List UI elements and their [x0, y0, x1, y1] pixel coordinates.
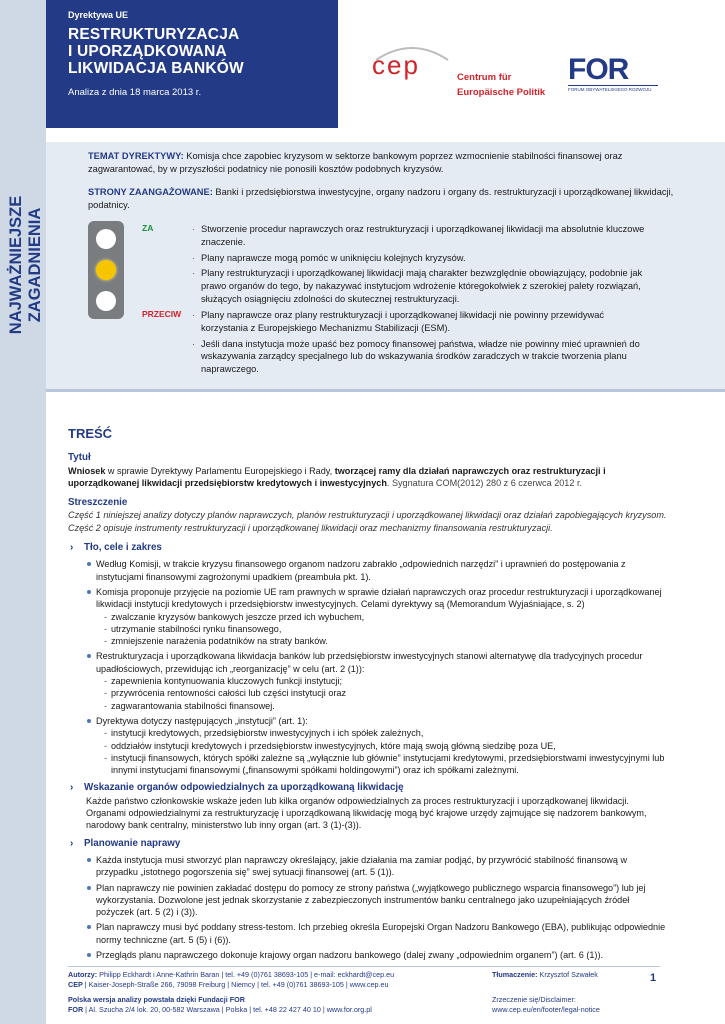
title-proposal: Wniosek	[68, 465, 106, 476]
document-title	[68, 26, 328, 77]
traffic-light-middle-amber	[96, 260, 116, 280]
title-signature: . Sygnatura COM(2012) 280 z 6 czerwca 2012 r.	[386, 477, 582, 488]
cep-label: CEP	[68, 980, 83, 989]
list-item	[86, 715, 668, 776]
authors-text: Philipp Eckhardt i Anne-Kathrin Baran | tel. +49 (0)761 38693-105 | e-mail: eckhardt@cep.eu	[97, 970, 395, 979]
title-line-2: I UPORZĄDKOWANA	[68, 43, 227, 60]
parties-label: STRONY ZAANGAŻOWANE:	[88, 187, 213, 197]
for-subtitle: FORUM OBYWATELSKIEGO ROZWOJU	[568, 85, 658, 92]
section-heading	[68, 782, 668, 794]
sub-list-item: - zmniejszenie narażenia podatników na straty banków.	[104, 635, 668, 647]
page-number: 1	[650, 972, 657, 984]
cep-name-line-2: Europäische Politik	[457, 87, 546, 98]
list-item: Według Komisji, w trakcie kryzysu finansowego organom nadzoru zabrakło „odpowiednich narzędzi” i uprawnień do postępowania z instytucjami finansowymi zagrożonymi upadkiem (preambuła pkt. 1).	[86, 558, 668, 583]
chevron-right-icon: ›	[70, 782, 74, 794]
disclaimer-link[interactable]: www.cep.eu/en/footer/legal-notice	[492, 1005, 600, 1014]
disclaimer-label: Zrzeczenie się/Disclaimer:	[492, 995, 576, 1004]
cep-arc-icon	[372, 42, 452, 62]
for-logo	[568, 55, 658, 92]
section-list	[68, 854, 668, 961]
sub-list-item: - instytucji finansowych, których spółki zależne są „wyłącznie lub głównie” instytucjami kredytowymi, przedsiębiorstwami inwestycyjnymi lub innymi instytucjami finansowymi („finansowymi spółkami holdingowymi”) oraz ich spółkami zależnymi.	[104, 752, 668, 777]
vertical-line-1: NAJWAŻNIEJSZE	[7, 195, 25, 335]
title-paragraph	[68, 465, 668, 490]
contra-item: · Jeśli dana instytucja może upaść bez pomocy finansowej państwa, władze nie powinny mieć uprawnień do wskazywania zarządcy specjalnego lub do wskazywania środków zaradczych w trakcie tworzenia planu naprawczego.	[192, 338, 652, 376]
authors-label: Autorzy:	[68, 970, 98, 979]
sub-list	[96, 611, 668, 648]
pro-item: · Stworzenie procedur naprawczych oraz restrukturyzacji i uporządkowanej likwidacji ma absolutnie kluczowe znaczenie.	[192, 223, 652, 249]
sub-list	[96, 675, 668, 712]
cep-name	[457, 70, 545, 100]
section-title: Wskazanie organów odpowiedzialnych za uporządkowaną likwidację	[84, 782, 404, 794]
sub-list-item: - zagwarantowania stabilności finansowej.	[104, 700, 668, 712]
sub-list	[96, 727, 668, 776]
sub-list-item: - utrzymanie stabilności rynku finansowego,	[104, 623, 668, 635]
cep-address: | Kaiser-Joseph-Straße 266, 79098 Freiburg | Niemcy | tel. +49 (0)761 38693-105 | www.cep.eu	[82, 980, 389, 989]
directive-topic	[88, 150, 688, 176]
section-authorities	[68, 782, 668, 831]
vertical-line-2: ZAGADNIENIA	[26, 207, 44, 323]
analysis-date: Analiza z dnia 18 marca 2013 r.	[68, 87, 202, 98]
key-issues-vertical-label	[6, 140, 46, 390]
footer-right	[492, 970, 600, 1015]
polish-version-label: Polska wersja analizy powstała dzięki Fundacji FOR	[68, 995, 245, 1004]
abstract-heading: Streszczenie	[68, 497, 128, 509]
list-item	[86, 650, 668, 711]
title-text: w sprawie Dyrektywy Parlamentu Europejskiego i Rady,	[105, 465, 335, 476]
section-title: Tło, cele i zakres	[84, 542, 162, 554]
list-item: Plan naprawczy musi być poddany stress-testom. Ich przebieg określa Europejski Organ Nadzoru Bankowego (EBA), publikując odpowiednie normy techniczne (art. 5 (5) i (6)).	[86, 921, 668, 946]
title-heading: Tytuł	[68, 452, 91, 464]
topic-label: TEMAT DYREKTYWY:	[88, 151, 184, 161]
contra-item: · Plany naprawcze oraz plany restrukturyzacji i uporządkowanej likwidacji nie powinny przewidywać korzystania z Europejskiego Mechanizmu Stabilizacji (ESM).	[192, 309, 652, 335]
for-address: | Al. Szucha 2/4 lok. 20, 00-582 Warszawa | Polska | tel. +48 22 427 40 10 | www.for.org.pl	[83, 1005, 372, 1014]
list-item: Plan naprawczy nie powinien zakładać dostępu do pomocy ze strony państwa („wyjątkowego publicznego wsparcia finansowego”) lub jej wykorzystania. Dozwolone jest jednak skorzystanie z zabezpieczonych instrumentów banku centralnego jako uzupełniających źródeł pożyczek (art. 5 (2) i (3)).	[86, 882, 668, 919]
contra-label: PRZECIW	[142, 309, 182, 319]
title-line-3: LIKWIDACJA BANKÓW	[68, 60, 244, 77]
chevron-right-icon: ›	[70, 837, 74, 849]
cep-logo	[372, 50, 420, 81]
list-item-text: Restrukturyzacja i uporządkowana likwidacja banków lub przedsiębiorstw inwestycyjnych stanowi alternatywę dla tradycyjnych procedur upadłościowych, przewidując ich „reorganizację” w celu (art. 2 (1)):	[96, 651, 643, 674]
footer-cep	[68, 980, 394, 990]
title-line-1: RESTRUKTURYZACJA	[68, 26, 240, 43]
traffic-light-top	[96, 229, 116, 249]
translation-label: Tłumaczenie:	[492, 970, 538, 979]
document-type-label: Dyrektywa UE	[68, 10, 129, 20]
cep-name-line-1: Centrum für	[457, 72, 512, 83]
list-item: Każda instytucja musi stworzyć plan naprawczy określający, jakie działania ma zamiar podjąć, by przywrócić stabilność finansową w przypadku „istotnego pogorszenia się” swej sytuacji finansowej (art. 5 (1)).	[86, 854, 668, 879]
pro-item: · Plany naprawcze mogą pomóc w uniknięciu kolejnych kryzysów.	[192, 252, 652, 265]
for-wordmark: FOR	[568, 53, 629, 86]
list-item-text: Dyrektywa dotyczy następujących „instytucji” (art. 1):	[96, 715, 308, 726]
contra-list	[192, 309, 652, 379]
section-background	[68, 542, 668, 776]
sub-list-item: - oddziałów instytucji kredytowych i przedsiębiorstw inwestycyjnych, które mają swoją główną siedzibę poza UE,	[104, 740, 668, 752]
pro-list	[192, 223, 652, 309]
list-item-text: Komisja proponuje przyjęcie na poziomie UE ram prawnych w sprawie działań naprawczych oraz procedur restrukturyzacji i uporządkowanej likwidacji instytucji kredytowych i przedsiębiorstw inwestycyjnych. Celami dyrektywy są (Memorandum Wyjaśniające, s. 2)	[96, 586, 662, 610]
section-heading	[68, 542, 668, 554]
section-heading	[68, 838, 668, 850]
main-content	[68, 428, 668, 964]
parties-text: Banki i przedsiębiorstwa inwestycyjne, organy nadzoru i organy ds. restrukturyzacji i uporządkowanej likwidacji, podatnicy.	[88, 187, 674, 210]
affected-parties	[88, 186, 688, 212]
footer-polish-version	[68, 995, 394, 1005]
list-item	[86, 586, 668, 647]
content-heading: TREŚĆ	[68, 426, 113, 441]
for-label: FOR	[68, 1005, 84, 1014]
header-band	[46, 0, 338, 128]
list-item: Przegląds planu naprawczego dokonuje krajowy organ nadzoru bankowego (dalej zwany „odpowiednim organem”) (art. 6 (1)).	[86, 949, 668, 961]
pro-item: · Plany restrukturyzacji i uporządkowanej likwidacji mają charakter bezwzględnie obowiązujący, podobnie jak prawo organów do tego, by nakazywać instytucjom wdrożenie któregokolwiek z szerokiej palety rozwiązań, służących osiągnięciu zdolności do skutecznej restrukturyzacji.	[192, 267, 652, 305]
section-recovery-planning	[68, 838, 668, 962]
footer-for	[68, 1005, 394, 1015]
sub-list-item: - zapewnienia kontynuowania kluczowych funkcji instytucji;	[104, 675, 668, 687]
footer-divider	[68, 966, 660, 967]
sub-list-item: - zwalczanie kryzysów bankowych jeszcze przed ich wybuchem,	[104, 611, 668, 623]
chevron-right-icon: ›	[70, 542, 74, 554]
cep-wordmark: cep	[372, 50, 420, 80]
traffic-light-bottom	[96, 291, 116, 311]
pro-label: ZA	[142, 223, 154, 233]
traffic-light-icon	[88, 221, 124, 319]
sub-list-item: - przywrócenia rentowności całości lub części instytucji oraz	[104, 687, 668, 699]
abstract-text: Część 1 niniejszej analizy dotyczy planów naprawczych, planów restrukturyzacji i uporządkowanej likwidacji oraz działań zapobiegających kryzysom. Część 2 opisuje instrumenty restrukturyzacji i uporządkowanej likwidacji oraz mechanizmy finansowania restrukturyzacji.	[68, 510, 667, 533]
topic-text: Komisja chce zapobiec kryzysom w sektorze bankowym poprzez wzmocnienie stabilności finansowej oraz zagwarantować, by w przyszłości podatnicy nie ponosili kosztów podobnych kryzysów.	[88, 151, 623, 174]
sub-list-item: - instytucji kredytowych, przedsiębiorstw inwestycyjnych i ich spółek zależnych,	[104, 727, 668, 739]
translator-name: Krzysztof Szwałek	[537, 970, 598, 979]
section-list	[68, 558, 668, 776]
title-directive-name: tworzącej ramy dla działań naprawczych oraz restrukturyzacji i uporządkowanej likwidacji przedsiębiorstw kredytowych i inwestycyjnych	[68, 465, 606, 488]
footer-translation	[492, 970, 600, 980]
section-title: Planowanie naprawy	[84, 837, 181, 849]
footer-authors	[68, 970, 394, 980]
section-paragraph: Każde państwo członkowskie wskaże jeden lub kilka organów odpowiedzialnych za proces restrukturyzacji i uporządkowanej likwidacji. Organami odpowiedzialnymi za restrukturyzację i uporządkowaną likwidację mogą być krajowe urzędy zajmujące się nadzorem bankowym, narodowy bank centralny, ministerstwo lub inny organ (art. 3 (1)-(3)).	[86, 795, 647, 831]
footer-left	[68, 970, 394, 1015]
